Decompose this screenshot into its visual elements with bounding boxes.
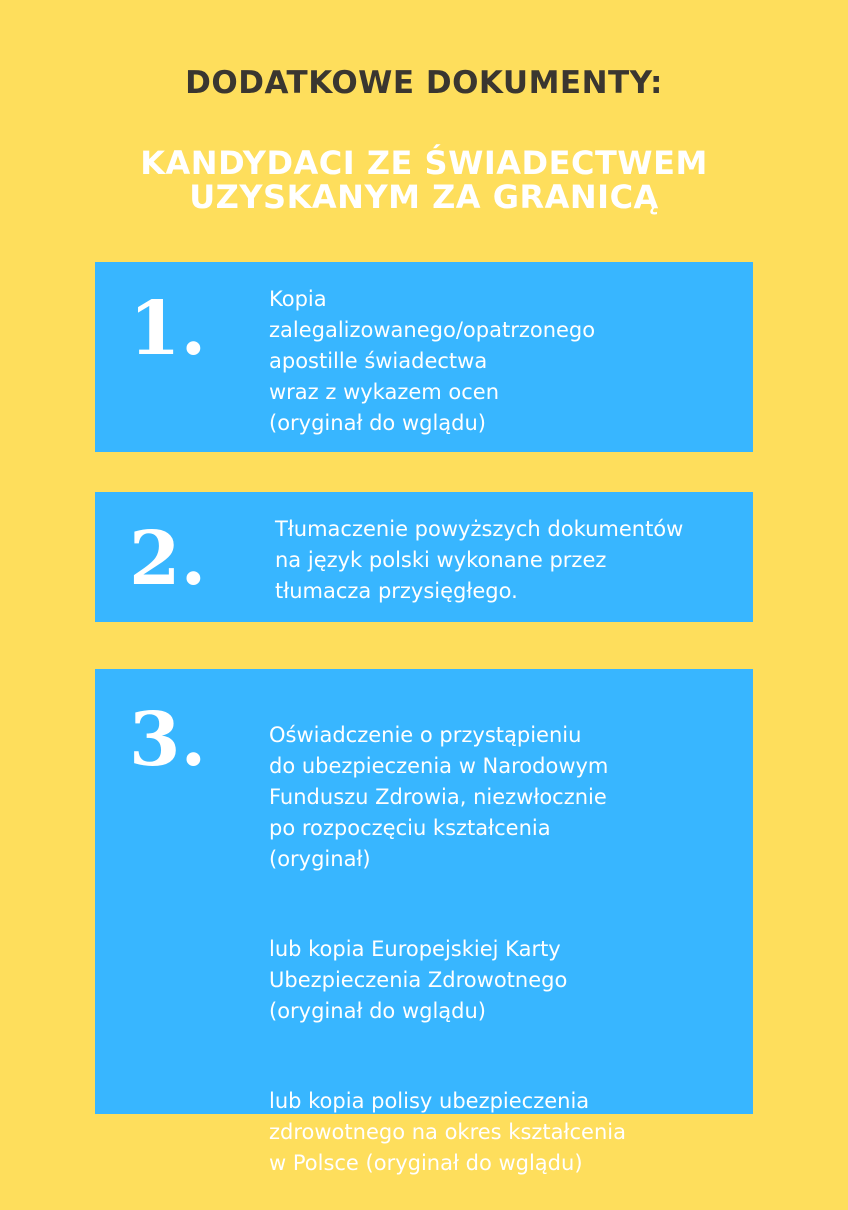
item-number: 1. xyxy=(129,286,207,372)
item-paragraph: lub kopia Europejskiej Karty Ubezpieczenia Zdrowotnego (oryginał do wglądu) xyxy=(269,937,568,1023)
document-item-2 xyxy=(95,492,753,622)
page-title: DODATKOWE DOKUMENTY: xyxy=(185,65,663,101)
document-item-3 xyxy=(95,669,753,1175)
document-item-1 xyxy=(95,262,753,452)
subtitle-line-2: UZYSKANYM ZA GRANICĄ xyxy=(189,178,659,216)
item-paragraph: Oświadczenie o przystąpieniu do ubezpieczenia w Narodowym Funduszu Zdrowia, niezwłocznie po rozpoczęciu kształcenia (oryginał) xyxy=(269,723,609,871)
item-description: Tłumaczenie powyższych dokumentów na język polski wykonane przez tłumacza przysięgłego. xyxy=(275,517,684,603)
item-paragraph: lub kopia polisy ubezpieczenia zdrowotnego na okres kształcenia w Polsce (oryginał do wglądu) xyxy=(269,1089,626,1175)
item-number: 3. xyxy=(129,697,207,783)
page-subtitle xyxy=(0,146,848,214)
subtitle-line-1: KANDYDACI ZE ŚWIADECTWEM xyxy=(140,144,708,182)
item-description: Kopia zalegalizowanego/opatrzonego apostille świadectwa wraz z wykazem ocen (oryginał do wglądu) xyxy=(269,287,596,435)
item-description xyxy=(269,689,729,1210)
item-number: 2. xyxy=(129,516,207,602)
